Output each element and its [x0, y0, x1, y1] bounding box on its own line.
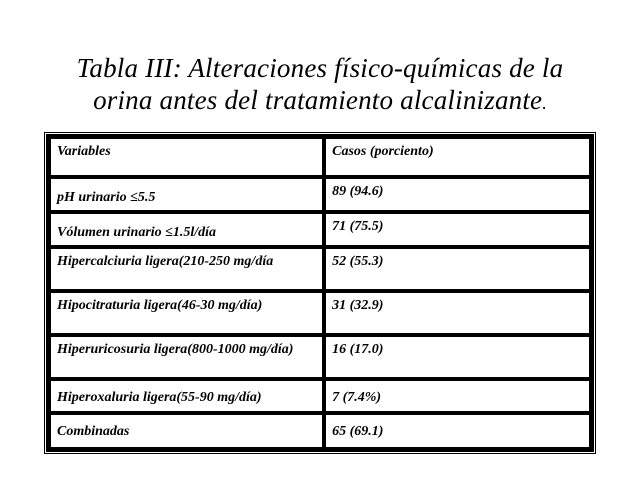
table-row [49, 247, 591, 291]
title-line-2 [0, 84, 640, 119]
cell-variable: pH urinario ≤5.5 [49, 177, 324, 212]
cell-variable: Hiperuricosuria ligera(800-1000 mg/día) [49, 335, 324, 379]
table-title [0, 52, 640, 119]
table-row [49, 379, 591, 413]
data-table [46, 134, 594, 452]
cell-variable: Hipocitraturia ligera(46-30 mg/día) [49, 291, 324, 335]
cell-variable: Combinadas [49, 413, 324, 449]
title-line-1: Tabla III: Alteraciones físico-químicas de la [76, 53, 564, 83]
cell-casos: 16 (17.0) [324, 335, 591, 379]
title-period: . [542, 93, 547, 113]
cell-variable: Hiperoxaluria ligera(55-90 mg/día) [49, 379, 324, 413]
cell-variable: Hipercalciuria ligera(210-250 mg/día [49, 247, 324, 291]
cell-casos: 7 (7.4%) [324, 379, 591, 413]
table-row [49, 291, 591, 335]
cell-casos: 52 (55.3) [324, 247, 591, 291]
header-variables: Variables [49, 137, 324, 177]
table-row [49, 177, 591, 212]
cell-casos: 71 (75.5) [324, 212, 591, 247]
cell-casos: 89 (94.6) [324, 177, 591, 212]
table-header-row [49, 137, 591, 177]
cell-casos: 65 (69.1) [324, 413, 591, 449]
table-row [49, 335, 591, 379]
table-row [49, 212, 591, 247]
cell-casos: 31 (32.9) [324, 291, 591, 335]
cell-variable: Vólumen urinario ≤1.5l/día [49, 212, 324, 247]
table-row [49, 413, 591, 449]
header-casos: Casos (porciento) [324, 137, 591, 177]
title-line-2-text: orina antes del tratamiento alcalinizante [93, 85, 543, 115]
